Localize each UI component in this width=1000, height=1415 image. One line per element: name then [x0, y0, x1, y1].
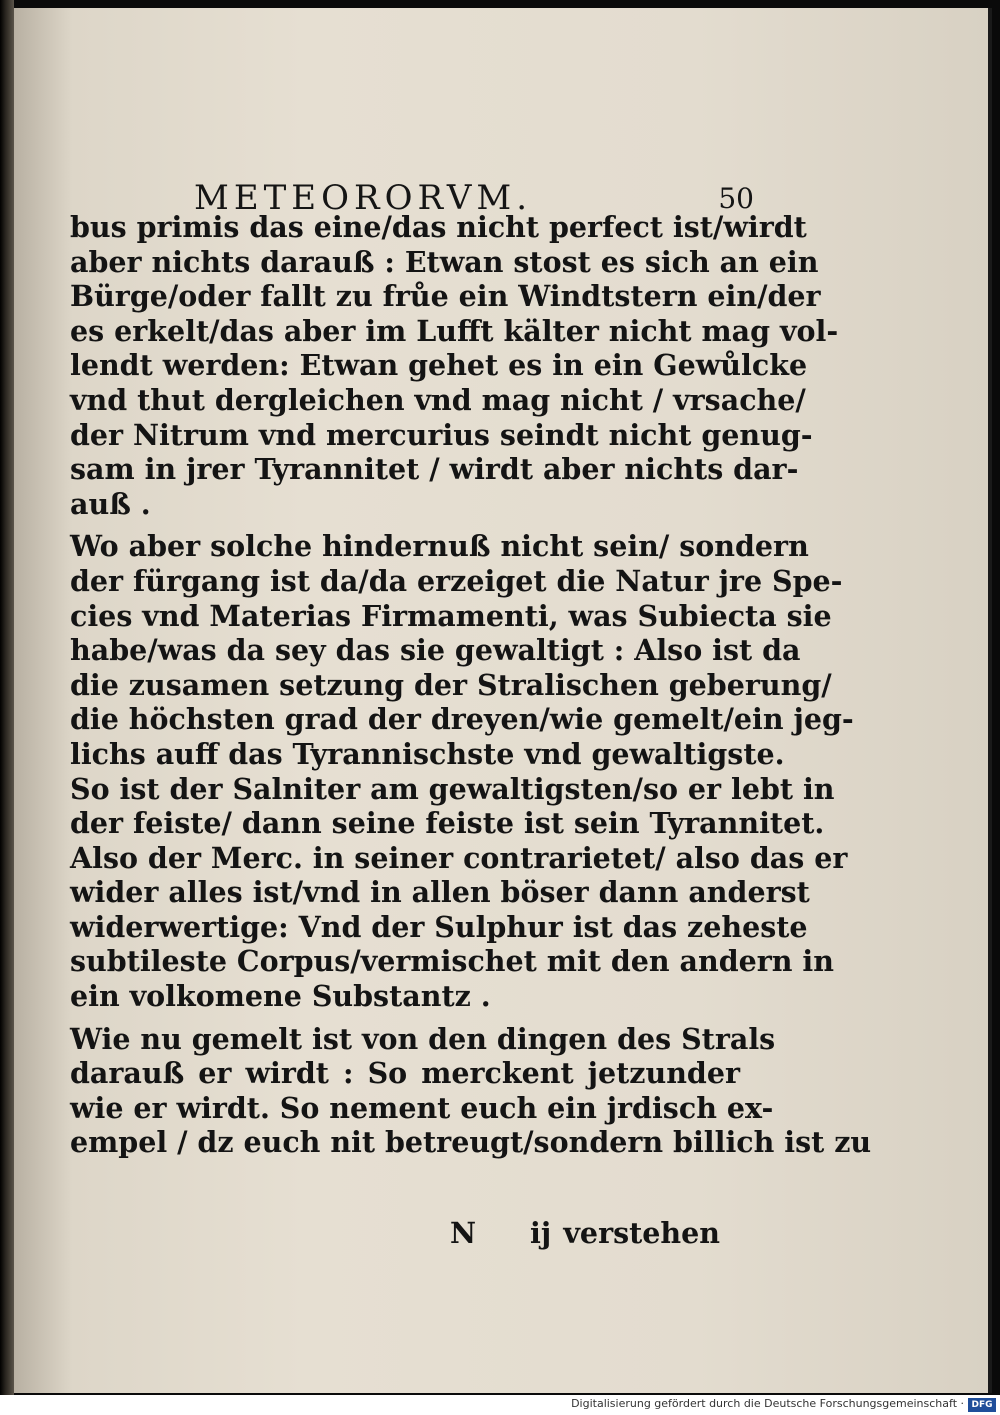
catchline [70, 1216, 720, 1256]
signature-mark: N [450, 1216, 477, 1250]
text-line: aber nichts darauß : Etwan stost es sich an ein [70, 244, 819, 279]
book-spine-shadow [0, 0, 14, 1395]
text-line: lichs auff das Tyrannischste vnd gewaltigste. [70, 736, 785, 771]
text-line: vnd thut dergleichen vnd mag nicht / vrsache/ [70, 382, 806, 417]
text-line: wie er wirdt. So nement euch ein jrdisch ex- [70, 1090, 774, 1125]
signature-number: ij [530, 1216, 552, 1250]
text-line: empel / dz euch nit betreugt/sondern billich ist zu [70, 1125, 872, 1160]
text-line: ein volkomene Substantz . [70, 979, 491, 1014]
text-line: die zusamen setzung der Stralischen geberung/ [70, 667, 832, 702]
body-text [70, 210, 872, 1160]
text-line: der Nitrum vnd mercurius seindt nicht genug- [70, 417, 813, 452]
paragraph-2 [70, 529, 854, 1014]
text-line: habe/was da sey das sie gewaltigt : Also ist da [70, 633, 801, 668]
text-line: widerwertige: Vnd der Sulphur ist das zeheste [70, 909, 808, 944]
paragraph-1 [70, 210, 839, 521]
footer-bar [0, 1395, 1000, 1415]
text-line: die höchsten grad der dreyen/wie gemelt/ein jeg- [70, 702, 854, 737]
text-line: Wie nu gemelt ist von den dingen des Strals [70, 1021, 776, 1056]
text-line: bus primis das eine/das nicht perfect ist/wirdt [70, 210, 807, 244]
text-line: Also der Merc. in seiner contrarietet/ also das er [70, 840, 848, 875]
text-line: subtileste Corpus/vermischet mit den andern in [70, 944, 834, 979]
dfg-logo-icon: DFG [968, 1398, 996, 1412]
catchword: verstehen [563, 1216, 720, 1250]
text-line: der feiste/ dann seine feiste ist sein Tyrannitet. [70, 806, 825, 841]
text-line: darauß er wirdt : So merckent jetzunder [70, 1056, 740, 1091]
text-line: Wo aber solche hindernuß nicht sein/ sondern [70, 529, 809, 564]
text-line: der fürgang ist da/da erzeiget die Natur jre Spe- [70, 563, 843, 598]
page-number: 50 [718, 182, 754, 215]
paragraph-3 [70, 1021, 872, 1160]
text-line: sam in jrer Tyrannitet / wirdt aber nichts dar- [70, 452, 799, 487]
text-line: So ist der Salniter am gewaltigsten/so er lebt in [70, 771, 835, 806]
text-line: auß . [70, 486, 151, 521]
text-line: lendt werden: Etwan gehet es in ein Gewůlcke [70, 348, 808, 383]
text-line: Bürge/oder fallt zu frůe ein Windtstern ein/der [70, 279, 821, 314]
footer-credit: Digitalisierung gefördert durch die Deutsche Forschungsgemeinschaft · [571, 1397, 964, 1410]
running-head: METEORORVM. [194, 178, 533, 218]
text-line: wider alles ist/vnd in allen böser dann anderst [70, 875, 810, 910]
text-line: cies vnd Materias Firmamenti, was Subiecta sie [70, 598, 832, 633]
text-line: es erkelt/das aber im Lufft kälter nicht mag vol- [70, 313, 839, 348]
